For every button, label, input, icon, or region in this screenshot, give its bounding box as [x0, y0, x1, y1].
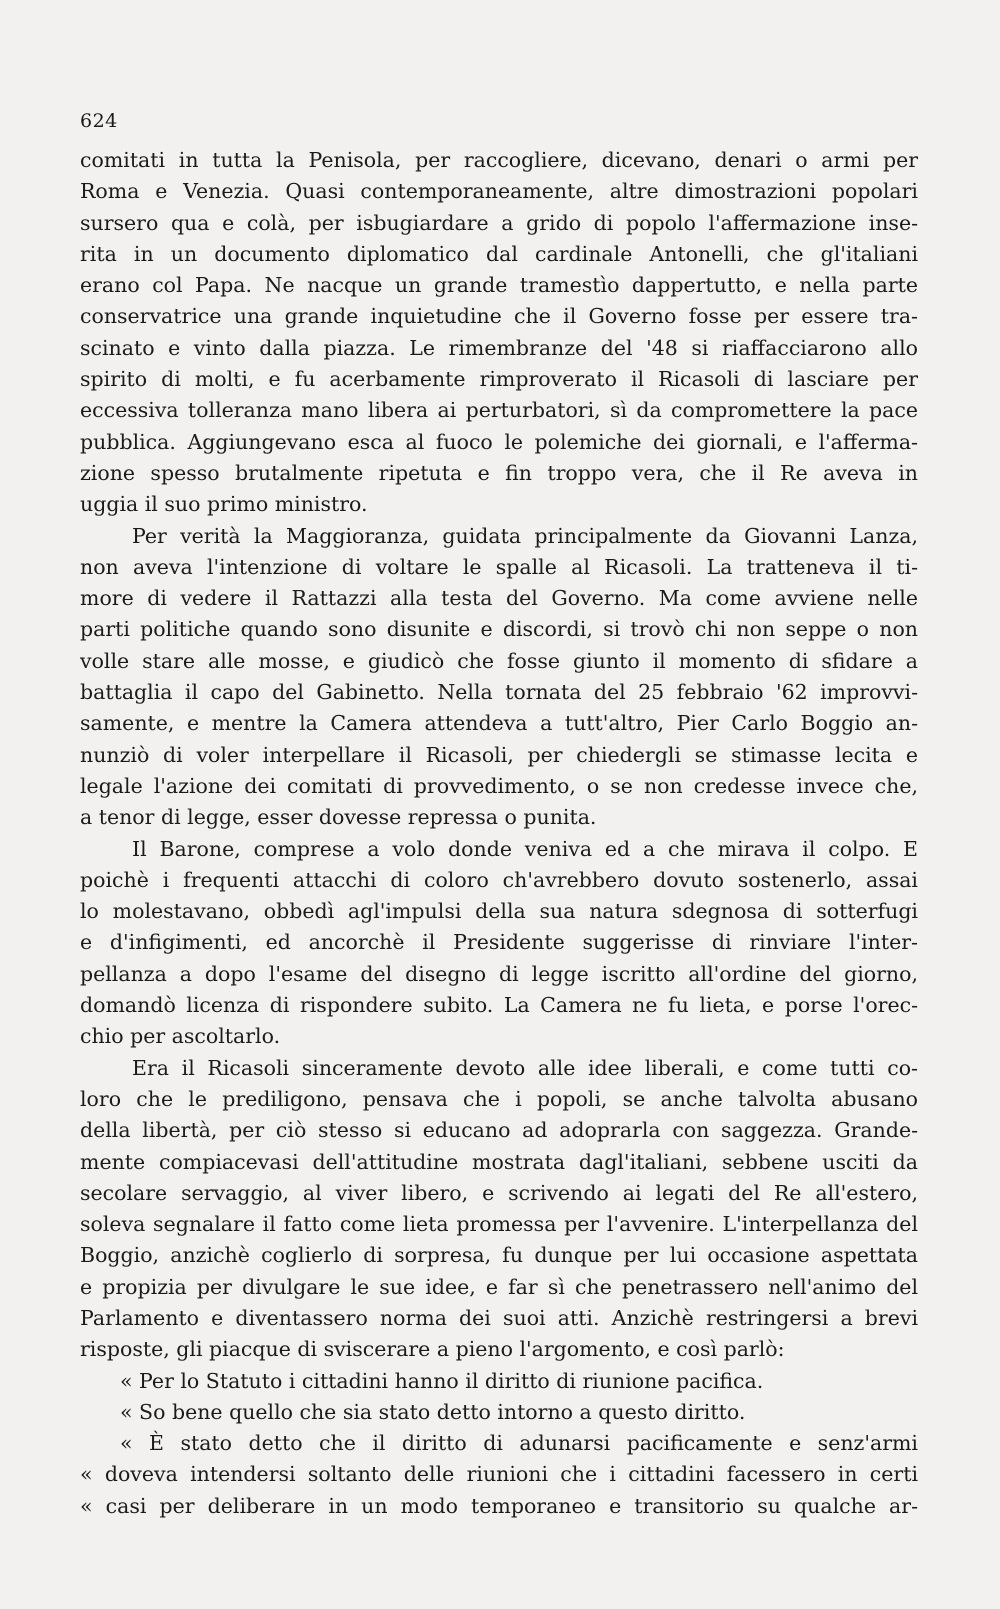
text-line: Il Barone, comprese a volo donde veniva ed a che mirava il colpo. E — [132, 836, 918, 861]
text-line: parti politiche quando sono disunite e discordi, si trovò chi non seppe o non — [80, 617, 918, 642]
text-line: eccessiva tolleranza mano libera ai perturbatori, sì da compromettere la pace — [80, 398, 918, 423]
text-line: poichè i frequenti attacchi di coloro ch'avrebbero dovuto sostenerlo, assai — [80, 867, 918, 892]
text-line: « casi per deliberare in un modo temporaneo e transitorio su qualche ar- — [80, 1493, 918, 1518]
text-line: « Per lo Statuto i cittadini hanno il diritto di riunione pacifica. — [120, 1368, 764, 1393]
text-line: erano col Papa. Ne nacque un grande tramestìo dappertutto, e nella parte — [80, 273, 918, 298]
text-line: sursero qua e colà, per isbugiardare a grido di popolo l'affermazione inse- — [80, 210, 918, 235]
text-line: e d'infigimenti, ed ancorchè il Presidente suggerisse di rinviare l'inter- — [80, 930, 918, 955]
text-line: Roma e Venezia. Quasi contemporaneamente, altre dimostrazioni popolari — [80, 179, 918, 204]
text-line: Parlamento e diventassero norma dei suoi atti. Anzichè restringersi a brevi — [80, 1305, 918, 1330]
text-line: risposte, gli piacque di sviscerare a pieno l'argomento, e così parlò: — [80, 1337, 785, 1362]
text-line: nunziò di voler interpellare il Ricasoli, per chiedergli se stimasse lecita e — [80, 742, 918, 767]
page-number: 624 — [80, 110, 118, 132]
text-line: Boggio, anzichè coglierlo di sorpresa, fu dunque per lui occasione aspettata — [80, 1243, 918, 1268]
text-line: mente compiacevasi dell'attitudine mostrata dagl'italiani, sebbene usciti da — [80, 1149, 918, 1174]
text-line: Era il Ricasoli sinceramente devoto alle idee liberali, e come tutti co- — [132, 1055, 918, 1080]
text-line: secolare servaggio, al viver libero, e scrivendo ai legati del Re all'estero, — [80, 1180, 918, 1205]
text-line: more di vedere il Rattazzi alla testa del Governo. Ma come avviene nelle — [80, 586, 918, 611]
text-line: scinato e vinto dalla piazza. Le rimembranze del '48 si riaffacciarono allo — [80, 335, 918, 360]
text-line: soleva segnalare il fatto come lieta promessa per l'avvenire. L'interpellanza del — [80, 1212, 918, 1237]
text-line: comitati in tutta la Penisola, per raccogliere, dicevano, denari o armi per — [80, 148, 918, 172]
text-line: conservatrice una grande inquietudine che il Governo fosse per essere tra- — [80, 304, 918, 329]
text-line: « doveva intendersi soltanto delle riunioni che i cittadini facessero in certi — [80, 1462, 918, 1487]
text-line: loro che le prediligono, pensava che i popoli, se anche talvolta abusano — [80, 1086, 918, 1111]
text-line: della libertà, per ciò stesso si educano ad adoprarla con saggezza. Grande- — [80, 1118, 918, 1143]
text-line: samente, e mentre la Camera attendeva a tutt'altro, Pier Carlo Boggio an- — [80, 711, 918, 736]
text-line: volle stare alle mosse, e giudicò che fosse giunto il momento di sfidare a — [80, 648, 918, 673]
text-line: chio per ascoltarlo. — [80, 1024, 281, 1049]
text-line: battaglia il capo del Gabinetto. Nella tornata del 25 febbraio '62 improvvi- — [80, 680, 918, 705]
text-line: pellanza a dopo l'esame del disegno di legge iscritto all'ordine del giorno, — [80, 961, 918, 986]
text-line: uggia il suo primo ministro. — [80, 492, 368, 517]
text-line: zione spesso brutalmente ripetuta e fin troppo vera, che il Re aveva in — [80, 460, 918, 485]
text-line: « So bene quello che sia stato detto intorno a questo diritto. — [120, 1399, 746, 1424]
text-line: e propizia per divulgare le sue idee, e far sì che penetrassero nell'animo del — [80, 1274, 918, 1299]
text-line: domandò licenza di rispondere subito. La Camera ne fu lieta, e porse l'orec- — [80, 993, 918, 1018]
text-line: a tenor di legge, esser dovesse repressa o punita. — [80, 805, 597, 830]
text-line: « È stato detto che il diritto di adunarsi pacificamente e senz'armi — [120, 1431, 918, 1456]
text-line: pubblica. Aggiungevano esca al fuoco le polemiche dei giornali, e l'afferma- — [80, 429, 918, 454]
text-line: rita in un documento diplomatico dal cardinale Antonelli, che gl'italiani — [80, 241, 918, 266]
body-text — [80, 145, 918, 1522]
text-line: lo molestavano, obbedì agl'impulsi della sua natura sdegnosa di sotterfugi — [80, 899, 918, 924]
text-line: non aveva l'intenzione di voltare le spalle al Ricasoli. La tratteneva il ti- — [80, 554, 918, 579]
text-line: Per verità la Maggioranza, guidata principalmente da Giovanni Lanza, — [132, 523, 918, 548]
text-line: spirito di molti, e fu acerbamente rimproverato il Ricasoli di lasciare per — [80, 367, 918, 392]
text-line: legale l'azione dei comitati di provvedimento, o se non credesse invece che, — [80, 773, 918, 798]
